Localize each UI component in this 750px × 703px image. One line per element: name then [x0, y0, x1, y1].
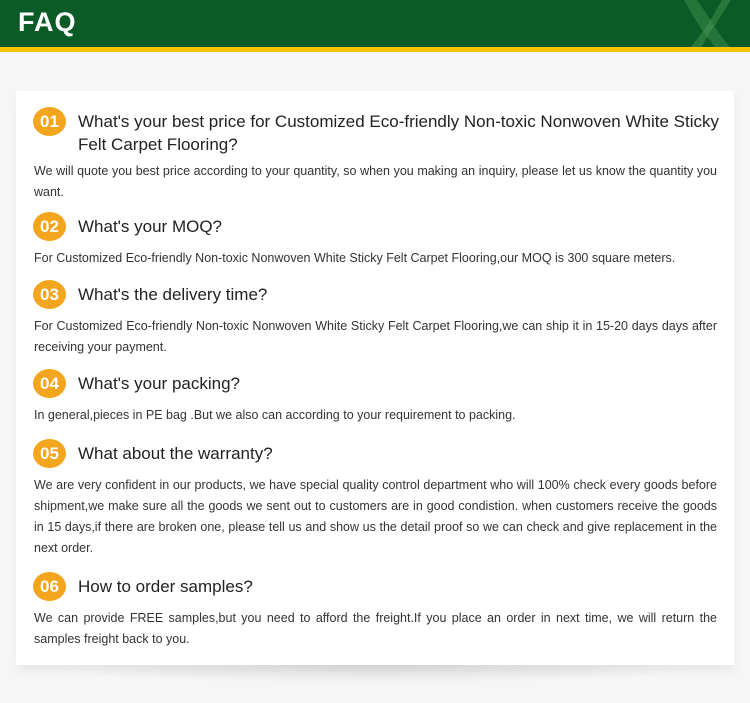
card-shadow	[40, 664, 710, 684]
question-text: How to order samples?	[78, 577, 253, 596]
question-text: What's your best price for Customized Eco-friendly Non-toxic Nonwoven White Sticky Felt Carpet Flooring?	[78, 112, 719, 154]
number-badge: 02	[33, 212, 66, 241]
question-text: What about the warranty?	[78, 444, 273, 463]
answer-text: We can provide FREE samples,but you need to afford the freight.If you place an order in next time, we will return the samples freight back to you.	[34, 611, 717, 646]
header-title: FAQ	[18, 7, 77, 37]
answer-text: We are very confident in our products, we have special quality control department who will 100% check every goods before shipment,we make sure all the goods we sent out to customers are in good condistion. when customers receive the goods in 15 days,if there are broken one, please tell us and show us the detail proof so we can check and give replacement in the next order.	[34, 478, 717, 555]
number-badge: 06	[33, 572, 66, 601]
faq-header	[0, 0, 750, 52]
number-badge: 01	[33, 107, 66, 136]
answer-text: We will quote you best price according to your quantity, so when you making an inquiry, please let us know the quantity you want.	[34, 164, 717, 199]
number-badge: 04	[33, 369, 66, 398]
number-badge: 03	[33, 280, 66, 309]
question-text: What's your packing?	[78, 374, 240, 393]
leaf-logo-icon	[680, 0, 744, 52]
faq-card	[16, 91, 734, 665]
answer-text: For Customized Eco-friendly Non-toxic Nonwoven White Sticky Felt Carpet Flooring,our MOQ is 300 square meters.	[34, 251, 676, 265]
answer-text: In general,pieces in PE bag .But we also can according to your requirement to packing.	[34, 408, 516, 422]
answer-text: For Customized Eco-friendly Non-toxic Nonwoven White Sticky Felt Carpet Flooring,we can ship it in 15-20 days days after receiving your payment.	[34, 319, 717, 354]
question-text: What's your MOQ?	[78, 217, 223, 236]
number-badge: 05	[33, 439, 66, 468]
question-text: What's the delivery time?	[78, 285, 268, 304]
